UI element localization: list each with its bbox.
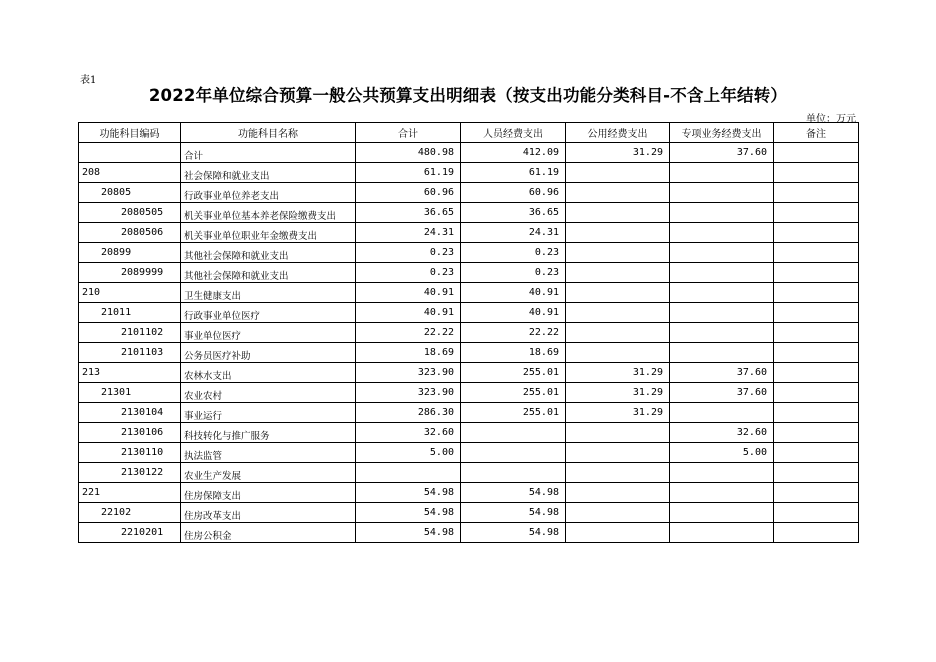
row-name: 卫生健康支出 [181, 283, 356, 303]
row-special: 37.60 [670, 143, 774, 163]
row-name: 住房改革支出 [181, 503, 356, 523]
row-special [670, 343, 774, 363]
row-public: 31.29 [566, 403, 670, 423]
row-public [566, 423, 670, 443]
row-total: 40.91 [356, 303, 461, 323]
row-public [566, 503, 670, 523]
row-personnel: 54.98 [461, 503, 566, 523]
row-total: 18.69 [356, 343, 461, 363]
row-special [670, 323, 774, 343]
row-total: 24.31 [356, 223, 461, 243]
row-personnel: 0.23 [461, 243, 566, 263]
row-name: 住房保障支出 [181, 483, 356, 503]
row-code: 210 [79, 283, 181, 303]
row-personnel: 24.31 [461, 223, 566, 243]
total-row [79, 143, 859, 163]
row-total: 480.98 [356, 143, 461, 163]
row-code: 2101103 [79, 343, 181, 363]
row-public: 31.29 [566, 143, 670, 163]
row-name: 执法监管 [181, 443, 356, 463]
row-name: 住房公积金 [181, 523, 356, 543]
table-row [79, 243, 859, 263]
row-total [356, 463, 461, 483]
header-total: 合计 [356, 123, 461, 143]
row-total: 22.22 [356, 323, 461, 343]
row-code: 213 [79, 363, 181, 383]
row-special [670, 483, 774, 503]
table-row [79, 283, 859, 303]
row-note [774, 463, 859, 483]
row-public [566, 303, 670, 323]
row-name: 事业运行 [181, 403, 356, 423]
table-row [79, 523, 859, 543]
row-special [670, 203, 774, 223]
row-public [566, 443, 670, 463]
table-row [79, 163, 859, 183]
row-special [670, 223, 774, 243]
header-special: 专项业务经费支出 [670, 123, 774, 143]
row-code: 22102 [79, 503, 181, 523]
row-public [566, 163, 670, 183]
row-personnel: 54.98 [461, 523, 566, 543]
table-row [79, 483, 859, 503]
row-note [774, 263, 859, 283]
table-row [79, 303, 859, 323]
row-public [566, 263, 670, 283]
row-total: 323.90 [356, 383, 461, 403]
row-note [774, 163, 859, 183]
row-code: 2080506 [79, 223, 181, 243]
row-code: 2210201 [79, 523, 181, 543]
row-public: 31.29 [566, 383, 670, 403]
table-tag: 表1 [80, 75, 97, 86]
row-name: 社会保障和就业支出 [181, 163, 356, 183]
row-code: 221 [79, 483, 181, 503]
row-public [566, 523, 670, 543]
table-row [79, 443, 859, 463]
row-personnel: 54.98 [461, 483, 566, 503]
row-note [774, 223, 859, 243]
row-code: 2130104 [79, 403, 181, 423]
row-public [566, 483, 670, 503]
row-note [774, 183, 859, 203]
header-public: 公用经费支出 [566, 123, 670, 143]
table-row [79, 263, 859, 283]
row-note [774, 343, 859, 363]
row-code: 20805 [79, 183, 181, 203]
row-personnel: 60.96 [461, 183, 566, 203]
row-special [670, 403, 774, 423]
row-name: 行政事业单位医疗 [181, 303, 356, 323]
row-code: 2089999 [79, 263, 181, 283]
row-public [566, 243, 670, 263]
row-name: 其他社会保障和就业支出 [181, 243, 356, 263]
row-public [566, 223, 670, 243]
row-total: 61.19 [356, 163, 461, 183]
row-note [774, 403, 859, 423]
row-note [774, 383, 859, 403]
table-row [79, 363, 859, 383]
row-special [670, 503, 774, 523]
row-total: 286.30 [356, 403, 461, 423]
row-code: 21301 [79, 383, 181, 403]
row-total: 0.23 [356, 263, 461, 283]
row-special: 37.60 [670, 383, 774, 403]
row-special: 5.00 [670, 443, 774, 463]
row-total: 323.90 [356, 363, 461, 383]
row-personnel [461, 423, 566, 443]
row-note [774, 423, 859, 443]
row-personnel: 18.69 [461, 343, 566, 363]
row-code: 2130122 [79, 463, 181, 483]
row-name: 科技转化与推广服务 [181, 423, 356, 443]
row-personnel: 255.01 [461, 383, 566, 403]
table-row [79, 183, 859, 203]
row-total: 60.96 [356, 183, 461, 203]
row-note [774, 303, 859, 323]
row-note [774, 483, 859, 503]
row-note [774, 143, 859, 163]
row-note [774, 523, 859, 543]
row-total: 5.00 [356, 443, 461, 463]
row-public [566, 323, 670, 343]
page-title: 2022年单位综合预算一般公共预算支出明细表（按支出功能分类科目-不含上年结转） [148, 86, 788, 105]
row-public [566, 203, 670, 223]
table-row [79, 403, 859, 423]
row-total: 54.98 [356, 523, 461, 543]
row-special [670, 263, 774, 283]
row-special: 32.60 [670, 423, 774, 443]
row-personnel: 22.22 [461, 323, 566, 343]
row-special: 37.60 [670, 363, 774, 383]
row-name: 行政事业单位养老支出 [181, 183, 356, 203]
row-name: 公务员医疗补助 [181, 343, 356, 363]
row-note [774, 323, 859, 343]
row-note [774, 283, 859, 303]
row-name: 机关事业单位基本养老保险缴费支出 [181, 203, 356, 223]
row-public: 31.29 [566, 363, 670, 383]
row-code: 2101102 [79, 323, 181, 343]
row-personnel: 40.91 [461, 283, 566, 303]
row-special [670, 303, 774, 323]
row-code: 2130106 [79, 423, 181, 443]
row-name: 事业单位医疗 [181, 323, 356, 343]
row-name: 农业农村 [181, 383, 356, 403]
row-personnel [461, 443, 566, 463]
table-row [79, 463, 859, 483]
table-row [79, 423, 859, 443]
budget-table [78, 122, 859, 543]
table-row [79, 223, 859, 243]
table-row [79, 203, 859, 223]
row-public [566, 343, 670, 363]
row-name: 其他社会保障和就业支出 [181, 263, 356, 283]
row-total: 0.23 [356, 243, 461, 263]
row-note [774, 443, 859, 463]
row-special [670, 183, 774, 203]
header-row [79, 123, 859, 143]
row-total: 32.60 [356, 423, 461, 443]
unit-label: 单位：万元 [806, 114, 856, 125]
row-name: 合计 [181, 143, 356, 163]
row-special [670, 283, 774, 303]
row-personnel: 255.01 [461, 363, 566, 383]
row-name: 农业生产发展 [181, 463, 356, 483]
row-code: 2080505 [79, 203, 181, 223]
row-code [79, 143, 181, 163]
row-special [670, 163, 774, 183]
table-row [79, 343, 859, 363]
header-name: 功能科目名称 [181, 123, 356, 143]
row-special [670, 463, 774, 483]
row-code: 2130110 [79, 443, 181, 463]
row-personnel: 255.01 [461, 403, 566, 423]
row-personnel: 36.65 [461, 203, 566, 223]
row-personnel: 0.23 [461, 263, 566, 283]
row-name: 机关事业单位职业年金缴费支出 [181, 223, 356, 243]
table-row [79, 503, 859, 523]
header-note: 备注 [774, 123, 859, 143]
row-special [670, 243, 774, 263]
row-total: 36.65 [356, 203, 461, 223]
row-public [566, 283, 670, 303]
row-personnel: 61.19 [461, 163, 566, 183]
header-code: 功能科目编码 [79, 123, 181, 143]
row-special [670, 523, 774, 543]
row-public [566, 463, 670, 483]
row-note [774, 503, 859, 523]
row-code: 21011 [79, 303, 181, 323]
row-personnel: 412.09 [461, 143, 566, 163]
row-note [774, 363, 859, 383]
row-code: 208 [79, 163, 181, 183]
row-code: 20899 [79, 243, 181, 263]
row-note [774, 243, 859, 263]
row-note [774, 203, 859, 223]
header-personnel: 人员经费支出 [461, 123, 566, 143]
table-row [79, 323, 859, 343]
row-public [566, 183, 670, 203]
row-personnel [461, 463, 566, 483]
row-name: 农林水支出 [181, 363, 356, 383]
row-total: 54.98 [356, 503, 461, 523]
table-row [79, 383, 859, 403]
table-body [79, 143, 859, 543]
row-personnel: 40.91 [461, 303, 566, 323]
row-total: 54.98 [356, 483, 461, 503]
row-total: 40.91 [356, 283, 461, 303]
